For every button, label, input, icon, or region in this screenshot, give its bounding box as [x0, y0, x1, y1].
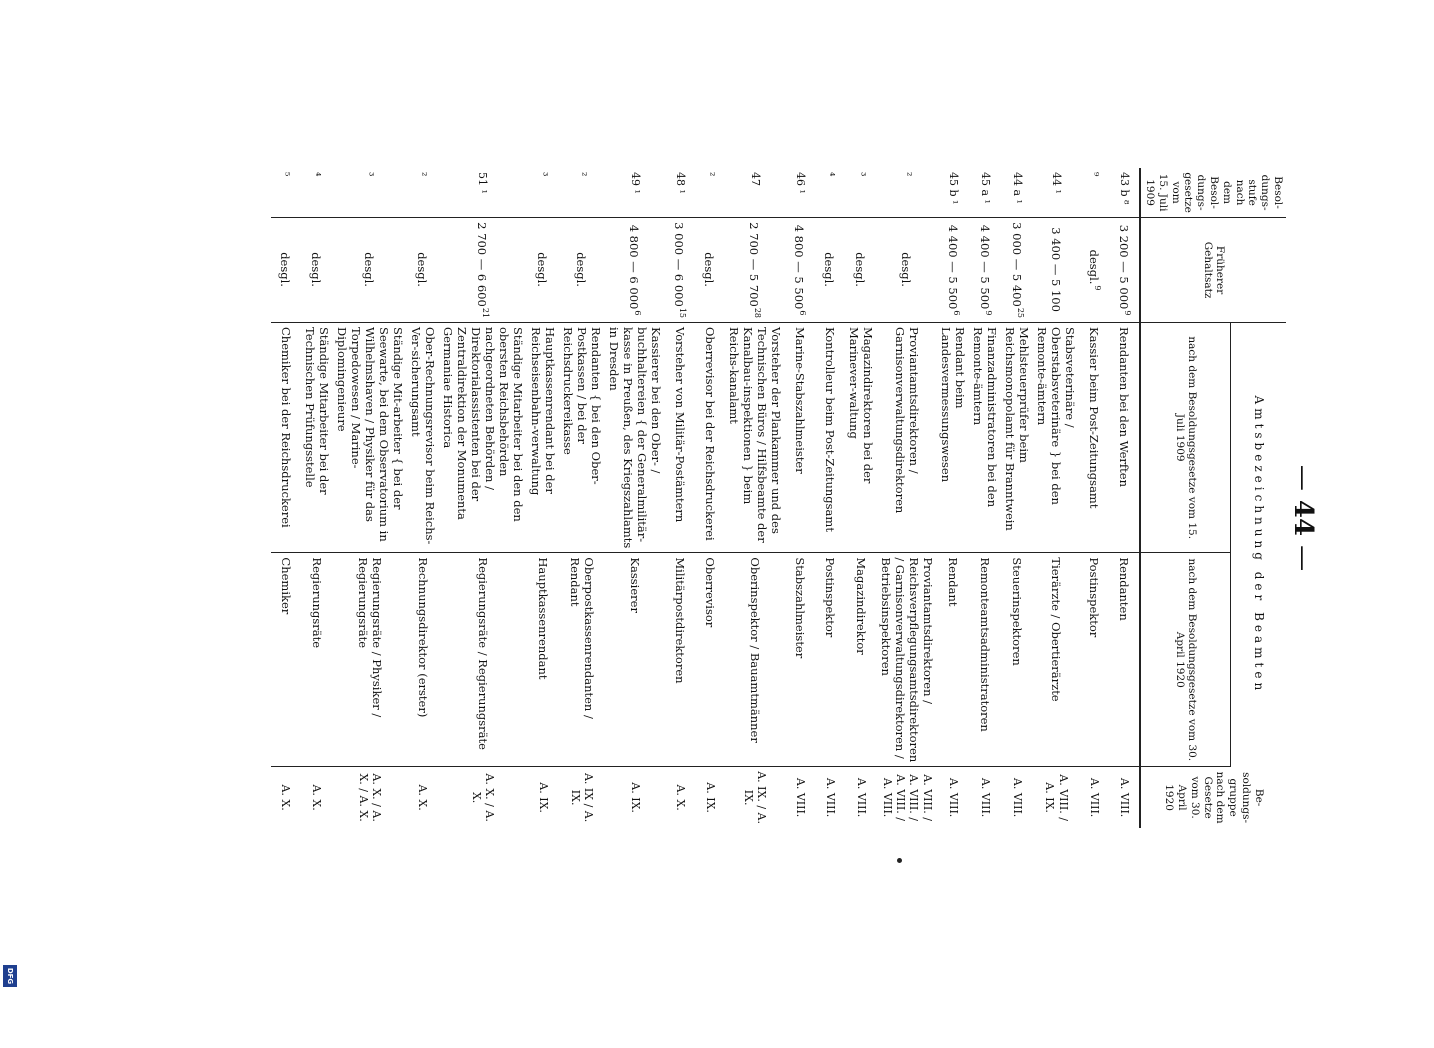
cell-title-1909: Stabsveterinäre / Oberstabsveterinäre } bei den Remonte-ämtern: [1033, 323, 1079, 553]
cell-group: A. X.: [310, 784, 324, 811]
cell-salary-range: [301, 218, 333, 323]
cell-group: A. VIII. / A. VIII. / A. VIII. / A. VIII.: [880, 774, 934, 821]
cell-salary-range: [937, 218, 969, 323]
table-row: [271, 168, 301, 828]
table-row: [333, 168, 407, 828]
cell-old: 44 a ¹: [1001, 168, 1033, 218]
table-row: [785, 168, 815, 828]
table-row: [815, 168, 845, 828]
cell-salary-range: [845, 218, 877, 323]
cell-title-1920: Hauptkassenrendant: [527, 553, 559, 767]
table-row: [559, 168, 605, 828]
cell-title-1920: Regierungsräte / Regierungsräte: [439, 553, 527, 767]
table-row: [439, 168, 527, 828]
cell-old: ⁵: [271, 168, 301, 218]
cell-group: A. X.: [416, 784, 430, 811]
cell-sup: 9: [983, 310, 993, 316]
cell-salary: 3 000 — 5 400: [1009, 222, 1024, 307]
header-new-grade: Be-soldungs-gruppe nach dem Gesetze vom 30. April 1920: [1140, 767, 1286, 828]
cell-salary-range: [333, 218, 407, 323]
table-row: [1079, 168, 1109, 828]
header-title-group: Amtsbezeichnung der Beamten: [1231, 323, 1287, 767]
cell-title-1920: Remonteamtsadministratoren: [969, 553, 1001, 767]
cell-group: A. IX.: [628, 782, 642, 813]
cell-title-1909: Ständige Mitarbeiter bei der Technischen Prüfungsstelle: [301, 323, 333, 553]
cell-title-1920: Steuerinspektoren: [1001, 553, 1033, 767]
cell-sup: 9: [1122, 310, 1132, 316]
cell-salary: 2 700 — 6 600: [475, 222, 490, 307]
cell-salary: desgl.: [822, 252, 837, 287]
cell-title-1909: Kassier beim Post-Zeitungsamt: [1079, 323, 1109, 553]
cell-salary-range: [1001, 218, 1033, 323]
cell-title-1909: Marine-Stabszahlmeister: [785, 323, 815, 553]
cell-title-1909: Oberrevisor bei der Reichsdruckerei: [695, 323, 725, 553]
cell-sup: 6: [633, 310, 643, 316]
cell-salary: desgl.: [899, 252, 914, 287]
cell-title-1909: Vorsteher der Plankammer und des Technischen Büros / Hilfsbeamte der Kanalbau-inspektionen } beim Reichs-kanalamt: [725, 323, 785, 553]
cell-title-1909: Vorsteher von Militär-Postämtern: [665, 323, 695, 553]
cell-salary: desgl.: [702, 252, 717, 287]
cell-salary-range: [439, 218, 527, 323]
cell-old: 45 b ¹: [937, 168, 969, 218]
cell-group: A. VIII.: [946, 777, 960, 818]
table-row: [725, 168, 785, 828]
cell-old: 45 a ¹: [969, 168, 1001, 218]
rotated-table-page: [146, 168, 1318, 868]
page-number-value: 44: [1288, 499, 1318, 537]
cell-title-1920: Regierungsräte: [301, 553, 333, 767]
cell-title-1920: Militärpostdirektoren: [665, 553, 695, 767]
cell-salary-range: [271, 218, 301, 323]
cell-group: A. VIII.: [854, 777, 868, 818]
cell-title-1920: Magazindirektor: [845, 553, 877, 767]
table-row: [605, 168, 665, 828]
cell-salary-range: [815, 218, 845, 323]
table-row: [969, 168, 1001, 828]
cell-old: ²: [695, 168, 725, 218]
cell-title-1909: Ober-Rechnungsrevisor beim Reichs-Ver-sicherungsamt: [407, 323, 439, 553]
cell-salary: desgl.: [535, 252, 550, 287]
cell-sup: 21: [481, 307, 491, 318]
cell-title-1920: Rechnungsdirektor (erster): [407, 553, 439, 767]
cell-title-1909: Mehlsteuerprüfer beim Reichsmonopolamt für Branntwein: [1001, 323, 1033, 553]
cell-group: A. VIII. / A. IX.: [1043, 774, 1070, 821]
cell-salary: desgl.: [1086, 249, 1101, 285]
cell-sup: 15: [678, 307, 688, 318]
cell-salary: desgl.: [415, 252, 430, 287]
table-row: [877, 168, 937, 828]
cell-old: 43 b ⁸: [1109, 168, 1140, 218]
cell-title-1920: Oberrevisor: [695, 553, 725, 767]
cell-title-1920: Kassierer: [605, 553, 665, 767]
cell-title-1920: Stabszahlmeister: [785, 553, 815, 767]
cell-title-1920: Rendanten: [1109, 553, 1140, 767]
cell-title-1920: Oberinspektor / Bauamtmänner: [725, 553, 785, 767]
cell-salary-range: [605, 218, 665, 323]
cell-group: A. IX.: [536, 782, 550, 813]
cell-group: A. VIII.: [1117, 777, 1131, 818]
table-row: [845, 168, 877, 828]
table-row: [695, 168, 725, 828]
header-old-grade: Besol-dungs-stufe nach dem Besol-dungs-gesetze vom 15. Juli 1909: [1140, 168, 1286, 218]
cell-old: ³: [527, 168, 559, 218]
cell-old: ³: [845, 168, 877, 218]
cell-title-1909: Proviantamtsdirektoren / Garnisonverwaltungsdirektoren: [877, 323, 937, 553]
cell-title-1920: Postinspektor: [1079, 553, 1109, 767]
cell-group: A. VIII.: [978, 777, 992, 818]
table-row: [937, 168, 969, 828]
cell-salary: 3 000 — 6 000: [672, 222, 687, 307]
table-row: [1109, 168, 1140, 828]
cell-salary: desgl.: [278, 252, 293, 287]
cell-salary-range: [695, 218, 725, 323]
cell-salary-range: [1109, 218, 1140, 323]
cell-old: ³: [333, 168, 407, 218]
cell-group: A. X. / A. X.: [469, 773, 497, 822]
cell-title-1909: Ständige Mitarbeiter bei den den obersten Reichsbehörden nachgeordneten Behörden / Direktorialassistenten bei der Zentraldirektion der Monumenta Germaniae Historica: [439, 323, 527, 553]
page-number: [1288, 168, 1318, 868]
cell-group: A. IX / A. IX.: [568, 772, 596, 823]
cell-group: A. X. / A. X. / A. X.: [356, 773, 384, 822]
cell-group: A. IX.: [703, 782, 717, 813]
header-salary: Früherer Gehaltsatz: [1140, 218, 1286, 323]
cell-salary-range: [407, 218, 439, 323]
table-row: [1001, 168, 1033, 828]
cell-old: ²: [559, 168, 605, 218]
table-row: [665, 168, 695, 828]
cell-sup: 9: [1092, 285, 1102, 291]
cell-title-1920: Tierärzte / Obertierärzte: [1033, 553, 1079, 767]
table-body: [271, 168, 1141, 828]
cell-salary-range: [527, 218, 559, 323]
cell-salary: 4 800 — 5 500: [792, 224, 807, 310]
cell-salary: 4 800 — 6 000: [627, 224, 642, 310]
cell-group: A. VIII.: [1087, 777, 1101, 818]
cell-dash-left: —: [1288, 464, 1318, 491]
cell-salary-range: [969, 218, 1001, 323]
table-row: [1033, 168, 1079, 828]
cell-title-1909: Rendanten bei den Werften: [1109, 323, 1140, 553]
cell-salary: desgl.: [574, 252, 589, 287]
cell-sup: 25: [1015, 307, 1025, 318]
cell-salary: 3 400 — 5 100: [1048, 227, 1063, 312]
cell-sup: 6: [951, 310, 961, 316]
cell-salary-range: [877, 218, 937, 323]
cell-salary: 2 700 — 5 700: [747, 222, 762, 307]
cell-title-1909: Chemiker bei der Reichsdruckerei: [271, 323, 301, 553]
cell-title-1920: Chemiker: [271, 553, 301, 767]
header-title-1909: nach dem Besoldungsgesetze vom 15. Juli 1909: [1140, 323, 1230, 553]
cell-old: 49 ¹: [605, 168, 665, 218]
table-row: [407, 168, 439, 828]
cell-salary-range: [785, 218, 815, 323]
cell-title-1909: Hauptkassenrendant bei der Reichseisenbahn-verwaltung: [527, 323, 559, 553]
cell-old: ⁴: [301, 168, 333, 218]
cell-salary-range: [1079, 218, 1109, 323]
cell-salary-range: [1033, 218, 1079, 323]
cell-group: A. VIII.: [1010, 777, 1024, 818]
cell-sup: 6: [798, 310, 808, 316]
cell-group: A. X.: [673, 784, 687, 811]
cell-old: ⁴: [815, 168, 845, 218]
cell-dash-right: —: [1288, 545, 1318, 572]
cell-old: 44 ¹: [1033, 168, 1079, 218]
salary-table: [271, 168, 1286, 828]
cell-title-1920: Postinspektor: [815, 553, 845, 767]
cell-title-1920: Rendant: [937, 553, 969, 767]
cell-salary: 4 400 — 5 500: [977, 224, 992, 310]
cell-group: A. X.: [279, 784, 293, 811]
cell-title-1909: Rendant beim Landesvermessungswesen: [937, 323, 969, 553]
cell-title-1920: Proviantamtsdirektoren / Reichsverpflegungsamtsdirektoren / Garnisonverwaltungsdirektoren / Betriebsinspektoren: [877, 553, 937, 767]
table-row: [301, 168, 333, 828]
cell-old: ⁹: [1079, 168, 1109, 218]
cell-title-1920: Oberpostkassenrendanten / Rendant: [559, 553, 605, 767]
cell-old: ²: [877, 168, 937, 218]
cell-salary: desgl.: [309, 252, 324, 287]
cell-salary-range: [725, 218, 785, 323]
cell-salary: 4 400 — 5 500: [945, 224, 960, 310]
cell-old: 51 ¹: [439, 168, 527, 218]
cell-group: A. VIII.: [793, 777, 807, 818]
cell-salary-range: [559, 218, 605, 323]
cell-group: A. VIII.: [823, 777, 837, 818]
dfg-logo-icon: DFG: [3, 965, 17, 987]
cell-title-1909: Magazindirektoren bei der Marinever-waltung: [845, 323, 877, 553]
cell-salary: desgl.: [362, 252, 377, 287]
table-row: [527, 168, 559, 828]
header-title-1920: nach dem Besoldungsgesetze vom 30. April 1920: [1140, 553, 1230, 767]
cell-old: 46 ¹: [785, 168, 815, 218]
cell-title-1909: Rendanten { bei den Ober-Postkassen / bei der Reichsdruckereikasse: [559, 323, 605, 553]
cell-title-1909: Kassierer bei den Ober- / buchhaltereien { der Generalmilitär-kasse in Preußen, des Kriegszahlamts in Dresden: [605, 323, 665, 553]
cell-title-1909: Ständige Mit-arbeiter { bei der Seewarte, bei dem Observatorium in Wilhelmshaven / Physiker für das Torpedowesen / Marine-Diplomingenieure: [333, 323, 407, 553]
cell-salary: desgl.: [853, 252, 868, 287]
cell-group: A. IX. / A. IX.: [741, 771, 769, 824]
cell-old: ²: [407, 168, 439, 218]
cell-title-1909: Finanzadministratoren bei den Remonte-ämtern: [969, 323, 1001, 553]
cell-old: 48 ¹: [665, 168, 695, 218]
cell-sup: 28: [753, 307, 763, 318]
cell-salary: 3 200 — 5 000: [1116, 224, 1131, 310]
cell-old: 47: [725, 168, 785, 218]
cell-title-1909: Kontrolleur beim Post-Zeitungsamt: [815, 323, 845, 553]
cell-salary-range: [665, 218, 695, 323]
cell-title-1920: Regierungsräte / Physiker / Regierungsräte: [333, 553, 407, 767]
